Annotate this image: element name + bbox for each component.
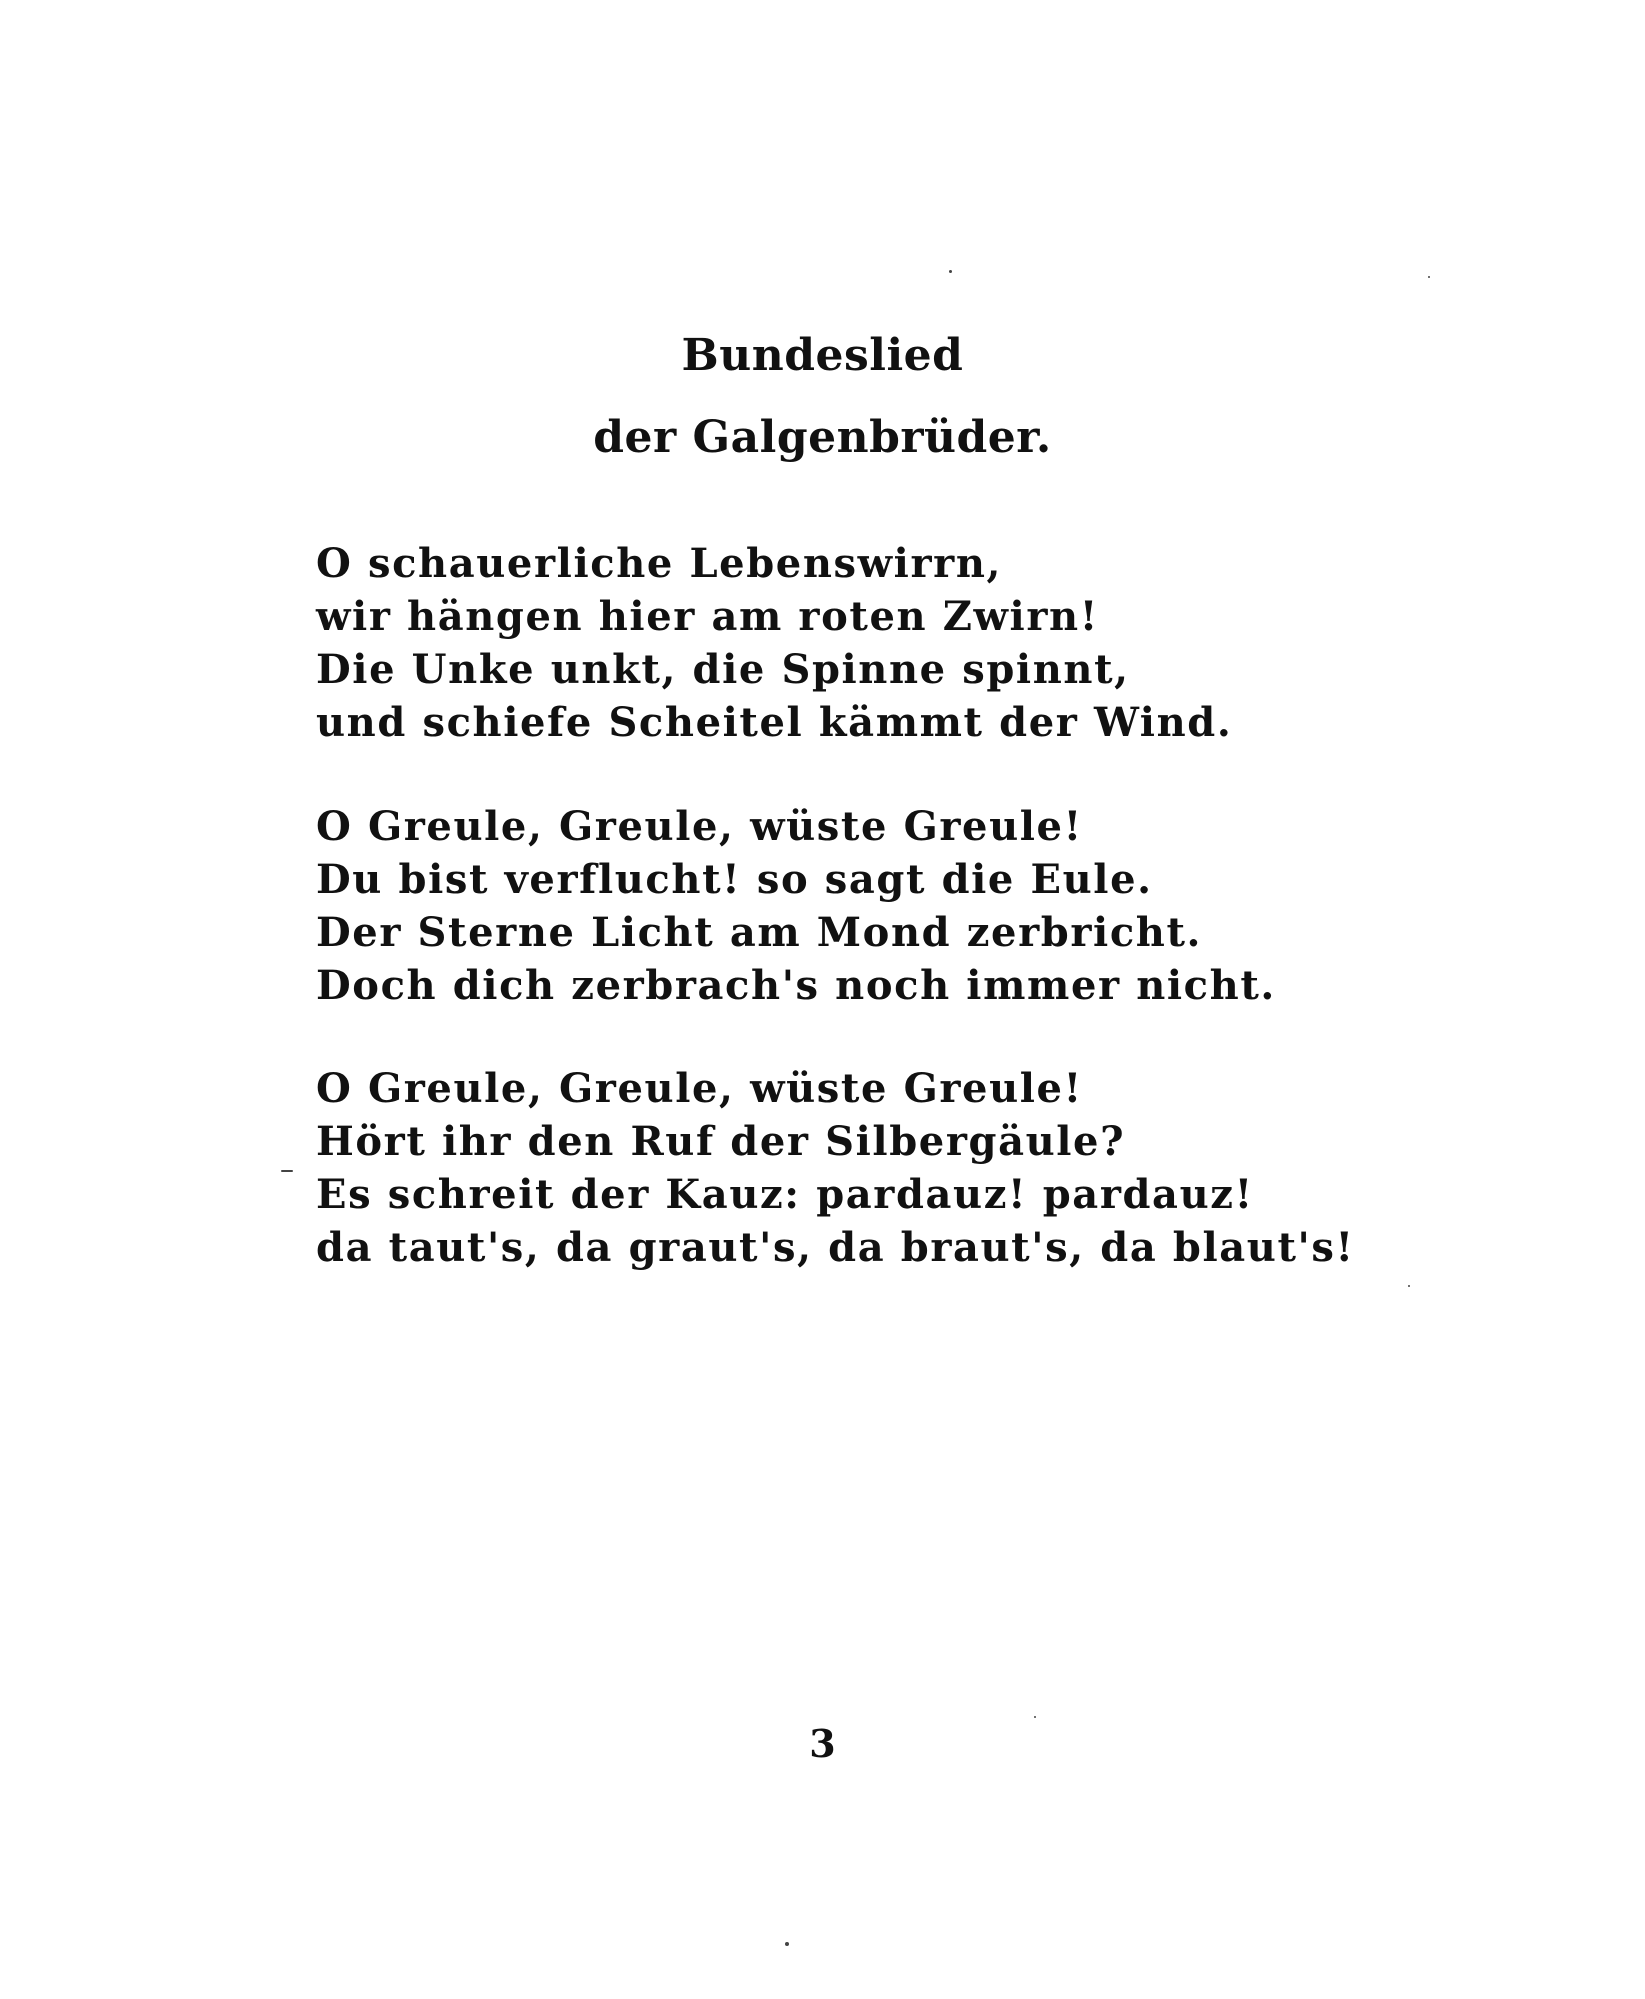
- verse-line: Doch dich zerbrach's noch immer nicht.: [316, 962, 1276, 1009]
- stanza-3: [316, 1062, 1355, 1274]
- verse-line: Der Sterne Licht am Mond zerbricht.: [316, 909, 1203, 956]
- verse-line: O Greule, Greule, wüste Greule!: [316, 1065, 1083, 1112]
- stanza-2: [316, 800, 1316, 1012]
- poem-title-line-1: Bundeslied: [681, 330, 964, 381]
- page-number: 3: [809, 1721, 836, 1766]
- verse-line: O Greule, Greule, wüste Greule!: [316, 803, 1083, 850]
- verse-line: Die Unke unkt, die Spinne spinnt,: [316, 646, 1130, 693]
- scan-speck: [1034, 1716, 1036, 1718]
- verse-line: O schauerliche Lebenswirrn,: [316, 540, 1003, 587]
- scan-speck: [281, 1170, 293, 1172]
- scan-speck: [1408, 1285, 1410, 1287]
- verse-line: Es schreit der Kauz: pardauz! pardauz!: [316, 1171, 1254, 1218]
- scan-speck: [949, 270, 952, 273]
- stanza-1: [316, 537, 1316, 749]
- poem-title-line-2: der Galgenbrüder.: [593, 412, 1052, 463]
- verse-line: Du bist verflucht! so sagt die Eule.: [316, 856, 1153, 903]
- verse-line: Hört ihr den Ruf der Silbergäule?: [316, 1118, 1126, 1165]
- verse-line: da taut's, da graut's, da braut's, da blaut's!: [316, 1224, 1355, 1271]
- verse-line: wir hängen hier am roten Zwirn!: [316, 593, 1099, 640]
- scan-speck: [1428, 276, 1430, 278]
- verse-line: und schiefe Scheitel kämmt der Wind.: [316, 699, 1233, 746]
- scan-speck: [785, 1942, 789, 1946]
